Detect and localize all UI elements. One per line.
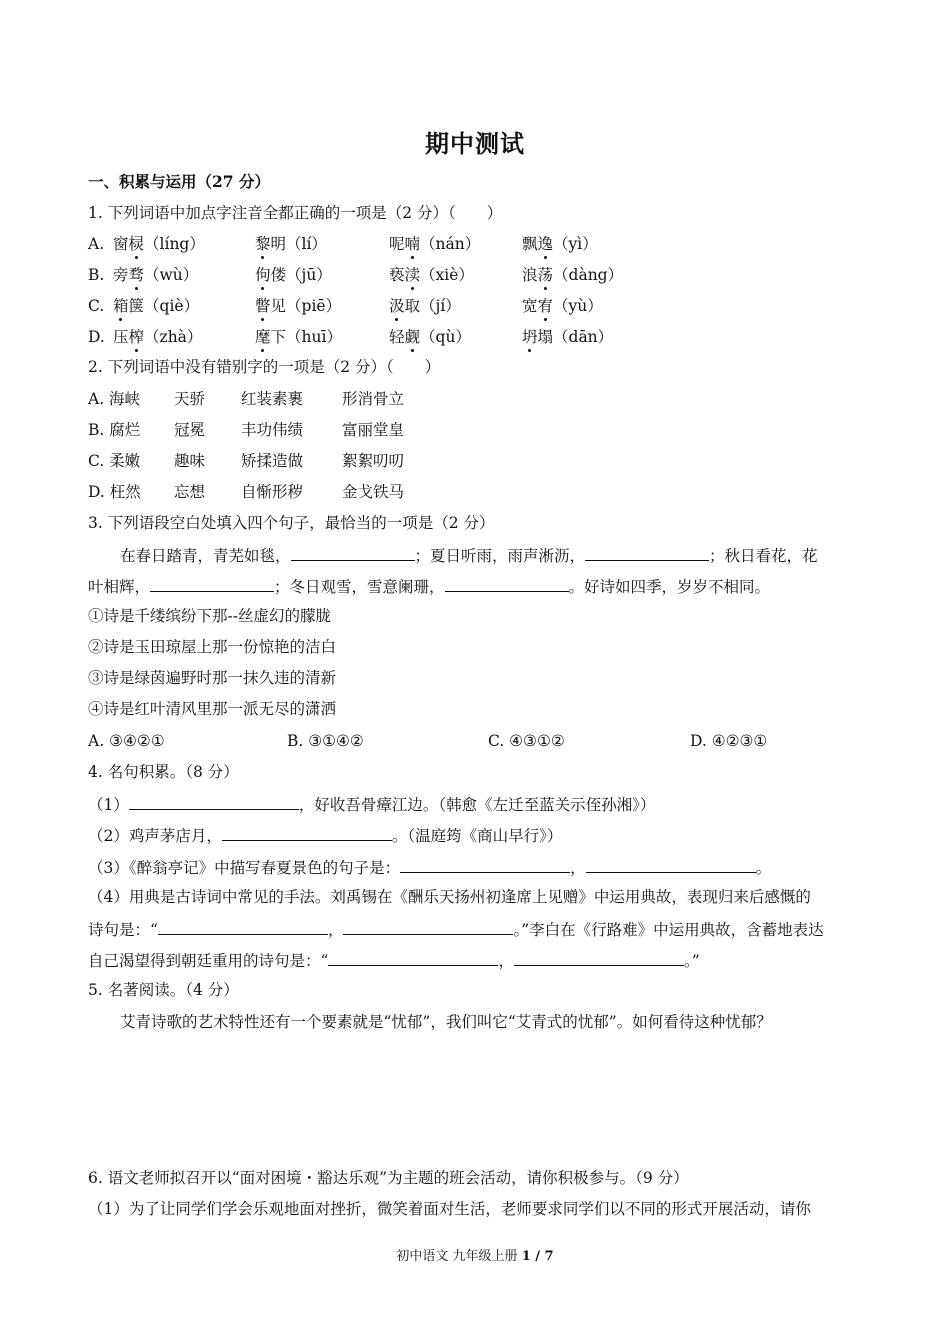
emphasized-character: 佝 (255, 266, 271, 284)
answer-blank[interactable] (291, 544, 415, 561)
answer-blank[interactable] (150, 575, 274, 592)
answer-blank[interactable] (400, 856, 570, 873)
emphasized-character: 麾 (255, 328, 271, 346)
question-3-item: ①诗是千缕缤纷下那--丝虚幻的朦胧 (88, 607, 331, 625)
question-3-stem: 3. 下列语段空白处填入四个句子，最恰当的一项是（2 分） (88, 514, 495, 532)
answer-blank[interactable] (585, 544, 709, 561)
question-3-passage-line-1: 在春日踏青，青芜如毯， ；夏日听雨，雨声淅沥， ；秋日看花，花 (120, 544, 818, 566)
question-1-option-label[interactable]: C. (88, 297, 105, 315)
emphasized-character: 渎 (404, 266, 421, 284)
answer-blank[interactable] (514, 949, 684, 966)
question-6-sub-1: （1）为了让同学们学会乐观地面对挫折，微笑着面对生活，老师要求同学们以不同的形式开展活动，请你 (88, 1200, 811, 1218)
question-5-stem: 5. 名著阅读。（4 分） (88, 981, 239, 999)
question-1-option-label[interactable]: D. (88, 328, 105, 346)
question-1-word: 压榨（zhà） (113, 328, 203, 346)
emphasized-character: 黎 (255, 235, 271, 253)
answer-blank[interactable] (445, 575, 569, 592)
answer-blank[interactable] (586, 856, 756, 873)
question-2-word: 红装素裹 (241, 390, 304, 408)
question-3-item: ④诗是红叶清风里那一派无尽的潇洒 (88, 700, 337, 718)
question-2-word: 金戈铁马 (342, 483, 405, 501)
emphasized-character: 骛 (128, 266, 145, 284)
question-2-word: 矫揉造做 (241, 452, 304, 470)
question-3-option-d[interactable]: D. ④②③① (690, 732, 768, 750)
emphasized-character: 箱 (113, 297, 129, 315)
question-5-text: 艾青诗歌的艺术特性还有一个要素就是“忧郁”，我们叫它“艾青式的忧郁”。如何看待这种忧郁？ (120, 1013, 772, 1031)
question-1-word: 汲取（jí） (389, 297, 461, 315)
question-2-word: 冠冕 (174, 421, 206, 439)
question-2-option[interactable]: C. 柔嫩 (88, 452, 141, 470)
question-1-option-label[interactable]: A. (88, 235, 105, 253)
question-3-item: ②诗是玉田琼屋上那一份惊艳的洁白 (88, 638, 337, 656)
question-3-passage-line-2: 叶相辉， ；冬日观雪，雪意阑珊， 。好诗如四季，岁岁不相同。 (88, 575, 770, 597)
emphasized-character: 坍 (522, 328, 538, 346)
question-1-word: 旁骛（wù） (113, 266, 199, 284)
answer-blank[interactable] (158, 918, 328, 935)
question-1-word: 黎明（lí） (255, 235, 327, 253)
question-4-sub-4-line-3: 自己渴望得到朝廷重用的诗句是：“ ， 。” (88, 949, 700, 971)
emphasized-character: 荡 (537, 266, 554, 284)
emphasized-character: 瞥 (255, 297, 271, 315)
emphasized-character: 宥 (537, 297, 554, 315)
question-1-option-label[interactable]: B. (88, 266, 105, 284)
question-2-word: 形消骨立 (342, 390, 405, 408)
question-2-word: 丰功伟绩 (241, 421, 304, 439)
emphasized-character: 汲 (389, 297, 405, 315)
question-4-stem: 4. 名句积累。（8 分） (88, 763, 239, 781)
emphasized-character: 喃 (404, 235, 421, 253)
question-1-word: 呢喃（nán） (389, 235, 481, 253)
question-2-word: 富丽堂皇 (342, 421, 405, 439)
answer-area[interactable] (88, 1040, 864, 1160)
answer-blank[interactable] (328, 949, 498, 966)
question-2-word: 絮絮叨叨 (342, 452, 405, 470)
emphasized-character: 榨 (128, 328, 145, 346)
question-1-word: 窗棂（líng） (113, 235, 205, 253)
question-1-word: 亵渎（xiè） (389, 266, 474, 284)
question-4-sub-1: （1） ，好收吾骨瘴江边。（韩愈《左迁至蓝关示侄孙湘》） (88, 793, 655, 815)
question-1-word: 箱箧（qiè） (113, 297, 200, 315)
page-number: 1 / 7 (521, 1249, 554, 1264)
question-1-word: 麾下（huī） (255, 328, 342, 346)
section-heading: 一、积累与运用（27 分） (88, 172, 270, 191)
question-2-word: 忘想 (174, 483, 206, 501)
page-footer: 初中语文 九年级上册 1 / 7 (396, 1249, 554, 1264)
emphasized-character: 觑 (404, 328, 421, 346)
question-1-word: 坍塌（dān） (522, 328, 614, 346)
answer-blank[interactable] (343, 918, 513, 935)
question-2-word: 趣味 (174, 452, 206, 470)
question-1-word: 轻觑（qù） (389, 328, 471, 346)
emphasized-character: 逸 (537, 235, 554, 253)
question-3-option-c[interactable]: C. ④③①② (488, 732, 565, 750)
question-4-sub-4-line-2: 诗句是：“ ， 。”李白在《行路难》中运用典故，含蓄地表达 (88, 918, 824, 940)
question-1-word: 佝偻（jū） (255, 266, 332, 284)
question-2-option[interactable]: D. 枉然 (88, 483, 141, 501)
question-4-sub-2: （2）鸡声茅店月， 。（温庭筠《商山早行》） (88, 824, 562, 846)
question-1-word: 瞥见（piē） (255, 297, 342, 315)
question-2-stem: 2. 下列词语中没有错别字的一项是（2 分）（ ） (88, 358, 441, 376)
question-1-word: 飘逸（yì） (522, 235, 598, 253)
question-3-item: ③诗是绿茵遍野时那一抹久违的清新 (88, 669, 337, 687)
question-6-stem: 6. 语文老师拟召开以“面对困境・豁达乐观”为主题的班会活动，请你积极参与。（9 分） (88, 1169, 689, 1187)
question-2-word: 自惭形秽 (241, 483, 304, 501)
question-2-option[interactable]: B. 腐烂 (88, 421, 141, 439)
question-2-option[interactable]: A. 海峡 (88, 390, 141, 408)
answer-blank[interactable] (129, 793, 299, 810)
question-1-stem: 1. 下列词语中加点字注音全都正确的一项是（2 分）（ ） (88, 204, 503, 222)
emphasized-character: 棂 (128, 235, 145, 253)
answer-blank[interactable] (222, 824, 392, 841)
page-title: 期中测试 (425, 129, 525, 158)
question-2-word: 天骄 (174, 390, 206, 408)
question-4-sub-4-line-1: （4）用典是古诗词中常见的手法。刘禹锡在《酬乐天扬州初逢席上见赠》中运用典故，表现归来后感慨的 (88, 888, 811, 906)
question-4-sub-3: （3）《醉翁亭记》中描写春夏景色的句子是： ， 。 (88, 856, 771, 878)
question-1-word: 宽宥（yù） (522, 297, 603, 315)
question-3-option-b[interactable]: B. ③①④② (287, 732, 364, 750)
question-3-option-a[interactable]: A. ③④②① (88, 732, 165, 750)
question-1-word: 浪荡（dàng） (522, 266, 624, 284)
